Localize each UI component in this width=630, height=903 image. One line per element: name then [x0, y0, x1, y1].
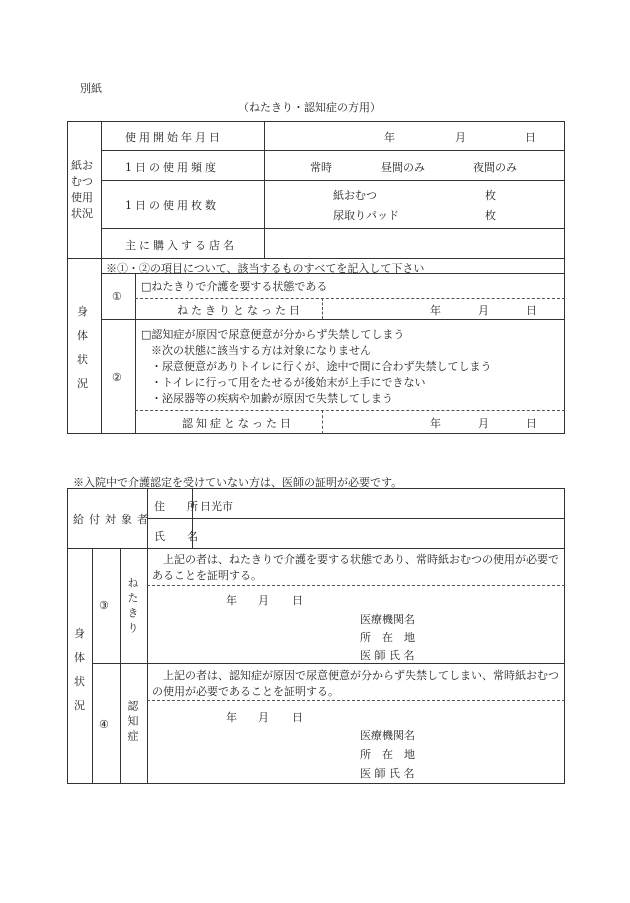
form-title: （ねたきり・認知症の方用） [238, 101, 381, 114]
item3-statement: 上記の者は、ねたきりで介護を要する状態であり、常時紙おむつの使用が必要であることを証明する。 [152, 553, 559, 582]
attachment-label: 別紙 [80, 82, 102, 95]
item1-number: ① [112, 290, 122, 303]
dementia-month[interactable]: 月 [478, 417, 489, 430]
bedridden-year[interactable]: 年 [430, 304, 441, 317]
recipient-label: 給付対象者 [73, 513, 153, 526]
item4-location-label: 所 在 地 [360, 748, 415, 761]
diaper-label: 紙おむつ [333, 189, 377, 202]
item3-year[interactable]: 年 [226, 594, 237, 607]
item3-doctor-label: 医 師 氏 名 [360, 649, 415, 662]
exclusion-bullet-2: ・トイレに行って用をたせるが後始末が上手にできない [151, 376, 426, 389]
bedridden-checkbox[interactable]: □ねたきりで介護を要する状態である [141, 280, 328, 293]
item4-number: ④ [99, 718, 109, 731]
frequency-label: 1日の使用頻度 [125, 161, 219, 174]
count-label: 1日の使用枚数 [125, 199, 219, 212]
item3-month[interactable]: 月 [258, 594, 269, 607]
item2-number: ② [112, 371, 122, 384]
item4-category: 認知症 [126, 700, 139, 745]
exclusion-note: ※次の状態に該当する方は対象になりません [151, 344, 371, 357]
item4-day[interactable]: 日 [292, 711, 303, 724]
item4-month[interactable]: 月 [258, 711, 269, 724]
frequency-always[interactable]: 常時 [310, 161, 332, 174]
item3-location-label: 所 在 地 [360, 631, 415, 644]
start-month[interactable]: 月 [455, 131, 466, 144]
item3-category: ねたきり [126, 577, 139, 637]
dementia-day[interactable]: 日 [526, 417, 537, 430]
start-date-label: 使用開始年月日 [125, 131, 223, 144]
physical-status-label-2: 身 体 状 況 [74, 627, 85, 712]
start-day[interactable]: 日 [525, 131, 536, 144]
store-label: 主に購入する店名 [125, 239, 237, 252]
dementia-date-label: 認知症となった日 [182, 417, 294, 430]
frequency-daytime[interactable]: 昼間のみ [381, 161, 425, 174]
item4-doctor-label: 医 師 氏 名 [360, 767, 415, 780]
pad-unit: 枚 [485, 209, 496, 222]
diaper-unit: 枚 [485, 189, 496, 202]
frequency-night[interactable]: 夜間のみ [473, 161, 517, 174]
address-value[interactable]: 日光市 [200, 500, 233, 513]
dementia-year[interactable]: 年 [430, 417, 441, 430]
certification-note: ※入院中で介護認定を受けていない方は、医師の証明が必要です。 [73, 476, 403, 489]
exclusion-bullet-3: ・泌尿器等の疾病や加齢が原因で失禁してしまう [151, 392, 393, 405]
item3-institution-label: 医療機関名 [360, 613, 415, 626]
exclusion-bullet-1: ・尿意便意がありトイレに行くが、途中で間に合わず失禁してしまう [151, 360, 492, 373]
bedridden-date-label: ねたきりとなった日 [177, 304, 303, 317]
name-label: 氏 名 [154, 530, 198, 543]
dementia-checkbox[interactable]: □認知症が原因で尿意便意が分からず失禁してしまう [141, 328, 405, 341]
item3-number: ③ [99, 599, 109, 612]
start-year[interactable]: 年 [384, 131, 395, 144]
item3-day[interactable]: 日 [292, 594, 303, 607]
item4-year[interactable]: 年 [226, 711, 237, 724]
item4-institution-label: 医療機関名 [360, 729, 415, 742]
pad-label: 尿取りパッド [333, 209, 399, 222]
physical-instruction: ※①・②の項目について、該当するものすべてを記入して下さい [106, 262, 425, 275]
item4-statement: 上記の者は、認知症が原因で尿意便意が分からず失禁してしまい、常時紙おむつの使用が必要であることを証明する。 [152, 669, 559, 698]
bedridden-month[interactable]: 月 [478, 304, 489, 317]
usage-status-label: 紙お むつ 使用 状況 [71, 159, 93, 220]
address-label: 住 所 [154, 500, 198, 513]
bedridden-day[interactable]: 日 [526, 304, 537, 317]
physical-status-label: 身 体 状 況 [77, 305, 88, 390]
